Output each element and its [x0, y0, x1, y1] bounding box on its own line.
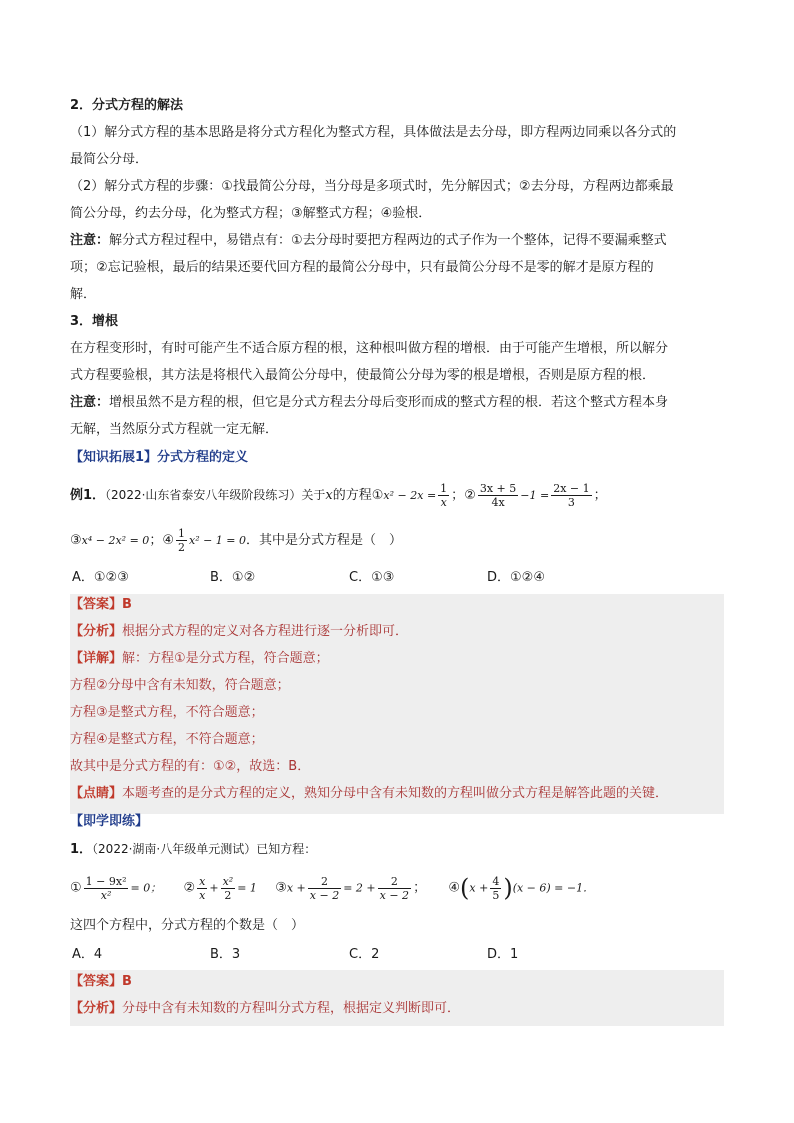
- note-line: 项；②忘记验根，最后的结果还要代回方程的最简公分母中，只有最简公分母不是零的解才是原方程的: [70, 260, 654, 275]
- fraction: $\frac{x}{x}$: [199, 874, 206, 902]
- note-line: [70, 232, 667, 250]
- question-number: 1．: [70, 842, 93, 857]
- equation-4: x +: [469, 881, 489, 895]
- detail-line: 方程③是整式方程，不符合题意；: [70, 705, 264, 720]
- extension-heading: 【知识拓展1】分式方程的定义: [70, 450, 249, 465]
- practice-equations: ① $\frac{\text{1 − 9x²}}{\text{x²}}$ = 0； ② $\frac{x}{x}$ + $\frac{\text{x²}}{2}$ = 1 ③x + $\frac{2}{x - 2}$ = 2 + $\frac{2}{x - 2}$ ； ④(x + $\frac{4}{5}$ )(x − 6) = −1．: [70, 874, 595, 902]
- fraction: $\frac{2x - 1}{3}$: [553, 482, 590, 509]
- separator: ；: [593, 488, 607, 503]
- separator: ；: [413, 880, 427, 896]
- answer-line: [70, 973, 132, 991]
- paragraph-line: 在方程变形时，有时可能产生不适合原方程的根，这种根叫做方程的增根．由于可能产生增根，所以解分: [70, 341, 669, 356]
- detail-text: 解：方程①是分式方程，符合题意；: [122, 651, 329, 666]
- paragraph-line: （1）解分式方程的基本思路是将分式方程化为整式方程，具体做法是去分母，即方程两边同乘以各分式的: [70, 125, 677, 140]
- note-text: 解分式方程过程中，易错点有：①去分母时要把方程两边的式子作为一个整体，记得不要漏乘整式: [109, 233, 667, 248]
- note-line: [70, 394, 668, 412]
- eq-number: ③: [275, 880, 287, 896]
- equation-2: −1 =: [520, 489, 550, 502]
- example-text: 的方程: [332, 488, 372, 503]
- choice-d: D．①②④: [487, 570, 545, 585]
- fraction: $\frac{4}{5}$: [492, 874, 500, 902]
- fraction: $\frac{2}{x - 2}$: [379, 874, 410, 902]
- choice-c: C．①③: [349, 570, 395, 585]
- plus-sign: +: [209, 881, 219, 895]
- variable: x: [325, 488, 333, 503]
- section-title-solving: 2．分式方程的解法: [70, 98, 184, 113]
- analysis-text: 分母中含有未知数的方程叫分式方程，根据定义判断即可．: [122, 1001, 461, 1016]
- analysis-text: 根据分式方程的定义对各方程进行逐一分析即可．: [122, 624, 409, 639]
- paragraph-line: （2）解分式方程的步骤：①找最简公分母，当分母是多项式时，先分解因式；②去分母，方程两边都乘最: [70, 179, 674, 194]
- fraction: $\frac{1}{x}$: [440, 482, 448, 509]
- choice-c: C．2: [349, 947, 380, 962]
- analysis-line: [70, 1000, 460, 1018]
- practice-heading: 【即学即练】: [70, 814, 149, 829]
- note-label: 注意：: [70, 395, 110, 410]
- fraction: $\frac{2}{x - 2}$: [309, 874, 340, 902]
- example-choices: [70, 569, 670, 587]
- practice-question-text: 这四个方程中，分式方程的个数是（ ）: [70, 918, 305, 933]
- practice-choices: [70, 946, 670, 964]
- practice-question-line: [70, 840, 316, 859]
- detail-label: 【详解】: [70, 651, 123, 666]
- eq-number: ④: [162, 533, 174, 548]
- paragraph-line: 式方程要验根，其方法是将根代入最简公分母中，使最简公分母为零的根是增根，否则是原方程的根．: [70, 368, 656, 383]
- choice-b: B．3: [210, 947, 241, 962]
- detail-line: [70, 650, 329, 668]
- eq-number: ①: [371, 488, 384, 503]
- note-line: 无解，当然原分式方程就一定无解．: [70, 422, 279, 437]
- paragraph-line: 简公分母，约去分母，化为整式方程；③解整式方程；④验根．: [70, 206, 432, 221]
- comment-line: [70, 785, 668, 803]
- answer-value: B: [122, 974, 132, 989]
- note-text: 增根虽然不是方程的根，但它是分式方程去分母后变形而成的整式方程的根．若这个整式方程本身: [109, 395, 669, 410]
- choice-a: A．①②③: [72, 570, 129, 585]
- example-source: （2022·山东省泰安八年级阶段练习）关于: [105, 488, 326, 502]
- analysis-label: 【分析】: [70, 624, 123, 639]
- analysis-line: [70, 623, 408, 641]
- example-label: 例1．: [70, 488, 106, 503]
- eq-number: ③: [70, 533, 82, 548]
- separator: ；: [451, 488, 465, 503]
- example-1-line: [70, 478, 607, 512]
- example-1-line-2: [70, 524, 402, 558]
- answer-label: 【答案】: [70, 974, 123, 989]
- fraction: $\frac{3x + 5}{4x}$: [479, 482, 517, 509]
- section-title-extraneous-root: 3．增根: [70, 314, 119, 329]
- separator: ；: [149, 533, 163, 548]
- paragraph-line: 最简公分母．: [70, 152, 149, 167]
- comment-label: 【点睛】: [70, 786, 123, 801]
- note-label: 注意：: [70, 233, 110, 248]
- equation-4-rest: (x − 6) = −1．: [512, 881, 595, 895]
- fraction: $\frac{1}{2}$: [177, 527, 185, 554]
- detail-line: 故其中是分式方程的有：①②，故选：B．: [70, 759, 311, 774]
- equation-3-mid: = 2 +: [343, 881, 376, 895]
- comment-text: 本题考查的是分式方程的定义，熟知分母中含有未知数的方程叫做分式方程是解答此题的关键．: [122, 786, 669, 801]
- equation-3: x⁴ − 2x² = 0: [81, 534, 150, 547]
- analysis-label: 【分析】: [70, 1001, 123, 1016]
- equation-1: x² − 2x =: [383, 489, 437, 502]
- answer-value: B: [122, 597, 132, 612]
- answer-label: 【答案】: [70, 597, 123, 612]
- choice-d: D．1: [487, 947, 519, 962]
- choice-a: A．4: [72, 947, 103, 962]
- equation-3: x +: [286, 881, 306, 895]
- equation-2: = 1: [237, 881, 257, 895]
- eq-number: ④: [448, 880, 461, 896]
- eq-number: ①: [70, 880, 82, 896]
- question-text: ．其中是分式方程是（ ）: [246, 533, 403, 548]
- eq-number: ②: [464, 488, 476, 503]
- fraction: $\frac{\text{x²}}{2}$: [222, 874, 234, 902]
- detail-line: 方程②分母中含有未知数，符合题意；: [70, 678, 290, 693]
- fraction: $\frac{\text{1 − 9x²}}{\text{x²}}$: [85, 874, 127, 902]
- eq-number: ②: [183, 880, 196, 896]
- equation-4: x² − 1 = 0: [188, 534, 247, 547]
- choice-b: B．①②: [210, 570, 256, 585]
- answer-line: [70, 596, 132, 614]
- equation-1: = 0；: [130, 881, 162, 895]
- note-line: 解．: [70, 287, 97, 302]
- detail-line: 方程④是整式方程，不符合题意；: [70, 732, 264, 747]
- question-source: （2022·湖南·八年级单元测试）已知方程：: [92, 842, 317, 856]
